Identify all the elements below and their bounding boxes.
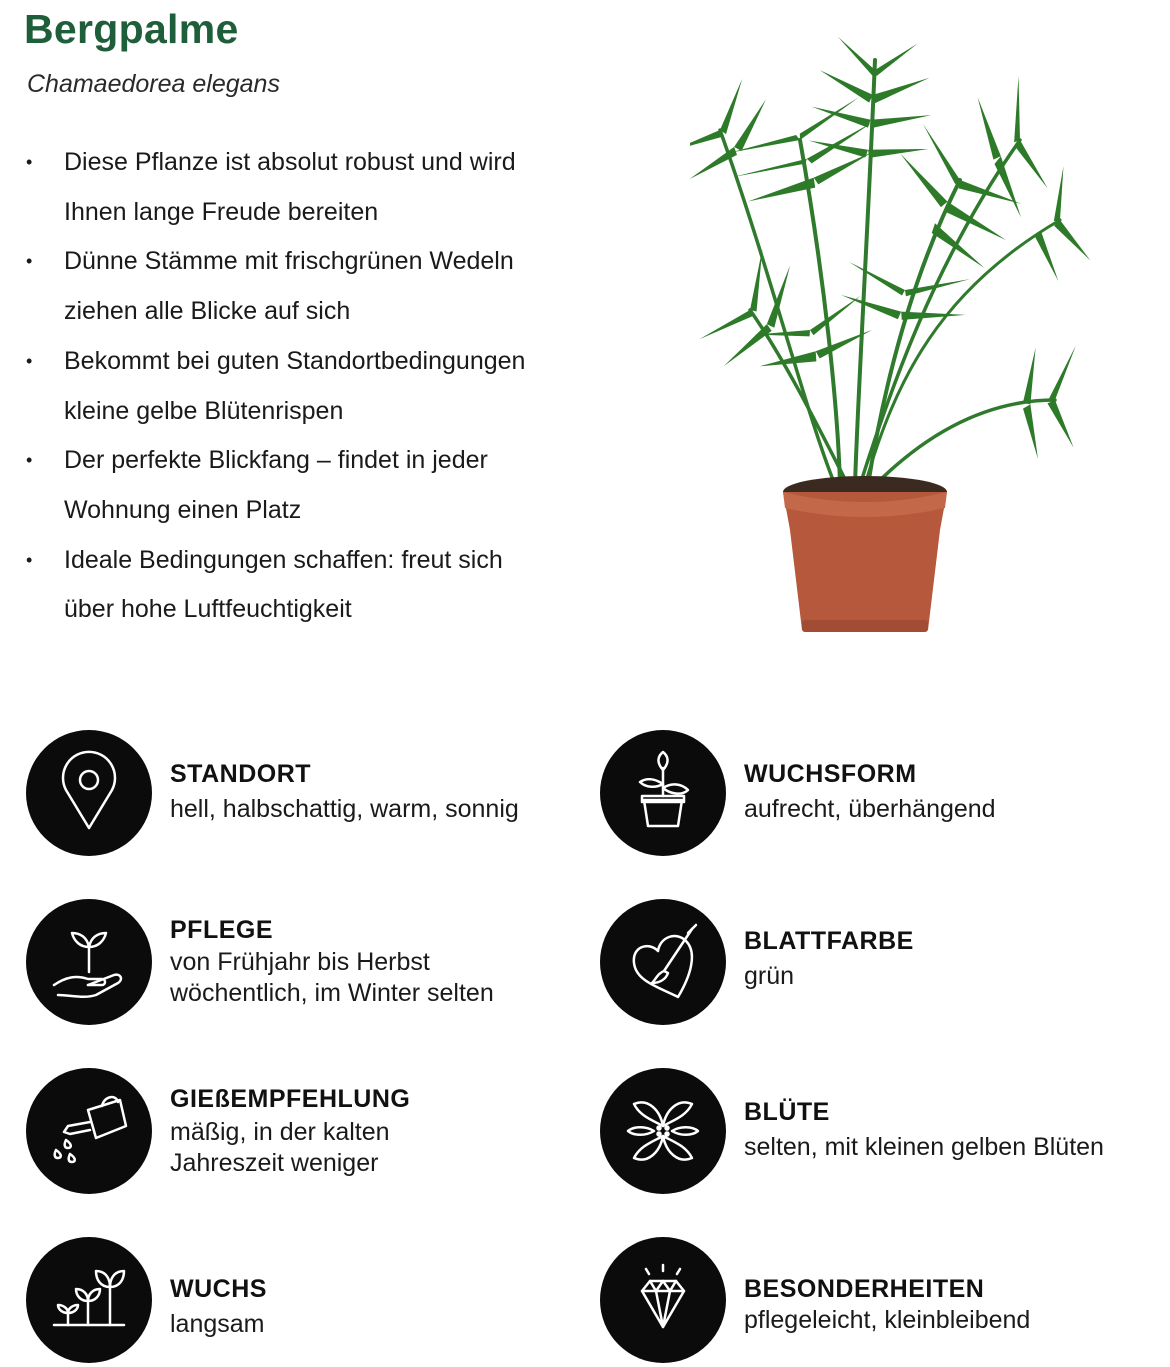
bullet-item [24,138,624,237]
feature-pflege [26,899,586,1029]
bullet-line: Der perfekte Blickfang – findet in jeder [64,446,488,475]
bullet-line: über hohe Luftfeuchtigkeit [64,595,352,624]
bullet-item [24,536,624,635]
bullet-item [24,436,624,535]
bullet-line: Ihnen lange Freude bereiten [64,197,379,226]
feature-value: aufrecht, überhängend [744,795,996,823]
bullet-line: ziehen alle Blicke auf sich [64,297,351,326]
feature-value: grün [744,962,795,990]
feature-bullet-list [24,138,624,635]
feature-bluete [600,1068,1160,1198]
flower-icon [600,1068,726,1194]
feature-standort [26,730,586,860]
feature-value-line: Jahreszeit weniger [170,1149,379,1177]
feature-blattfarbe [600,899,1160,1029]
botanical-name: Chamaedorea elegans [27,70,280,98]
bullet-item [24,237,624,336]
leaf-brush-icon [600,899,726,1025]
feature-value: pflegeleicht, kleinbleibend [744,1306,1031,1334]
bullet-line: Diese Pflanze ist absolut robust und wird [64,148,516,176]
plant-image [690,30,1090,650]
feature-besonderheiten [600,1237,1160,1367]
feature-label: WUCHS [170,1275,267,1303]
feature-value-line: mäßig, in der kalten [170,1118,390,1146]
feature-wuchs [26,1237,586,1367]
feature-value [170,1117,590,1179]
watering-can-icon [26,1068,152,1194]
hand-seedling-icon [26,899,152,1025]
diamond-icon [600,1237,726,1363]
feature-label: WUCHSFORM [744,760,917,788]
feature-value: hell, halbschattig, warm, sonnig [170,795,519,823]
potted-plant-icon [600,730,726,856]
feature-label: GIEßEMPFEHLUNG [170,1085,411,1113]
feature-value-line: von Frühjahr bis Herbst [170,948,430,976]
feature-label: BESONDERHEITEN [744,1275,985,1303]
bullet-line: Dünne Stämme mit frischgrünen Wedeln [64,247,514,276]
bullet-line: Ideale Bedingungen schaffen: freut sich [64,545,503,574]
seedlings-icon [26,1237,152,1363]
feature-value: selten, mit kleinen gelben Blüten [744,1133,1104,1161]
feature-value-line: wöchentlich, im Winter selten [170,979,494,1007]
feature-giessempfehlung [26,1068,586,1198]
feature-label: PFLEGE [170,916,274,944]
bullet-line: kleine gelbe Blütenrispen [64,396,344,425]
bullet-line: Wohnung einen Platz [64,495,302,524]
bullet-line: Bekommt bei guten Standortbedingungen [64,346,526,375]
feature-value [170,947,590,1009]
feature-label: STANDORT [170,760,312,788]
location-pin-icon [26,730,152,856]
bullet-item [24,337,624,436]
feature-label: BLÜTE [744,1098,830,1126]
feature-value: langsam [170,1310,265,1338]
feature-wuchsform [600,730,1160,860]
feature-label: BLATTFARBE [744,927,914,955]
page-title: Bergpalme [24,6,239,52]
